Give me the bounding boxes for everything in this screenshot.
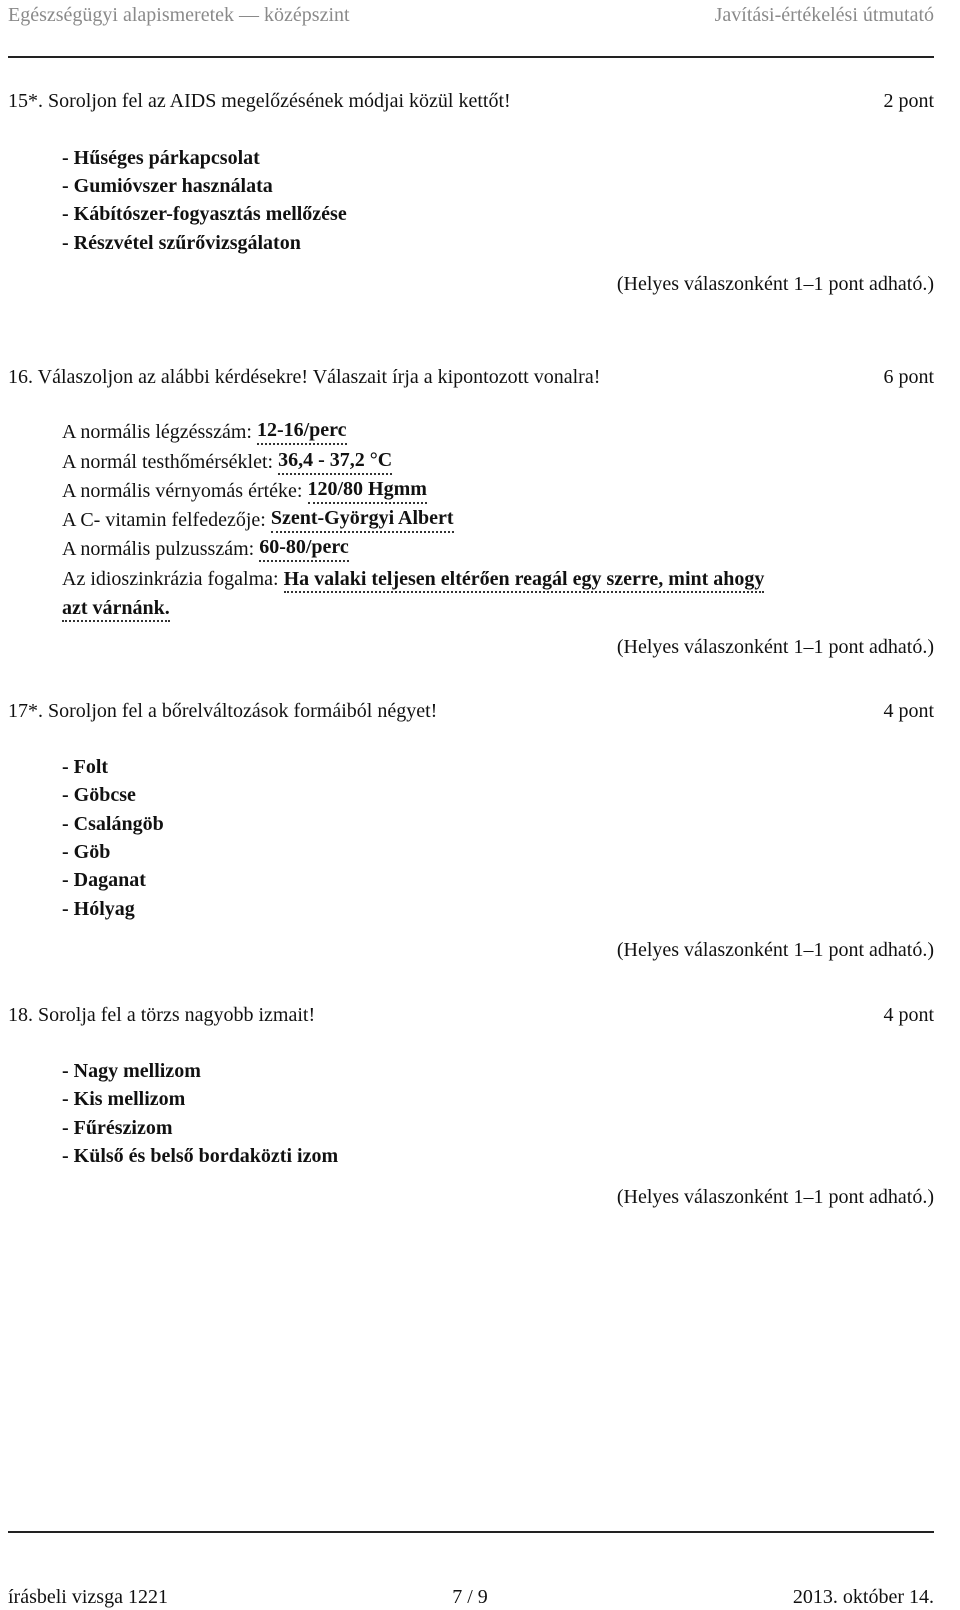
answer-row (62, 448, 934, 476)
answer-row (62, 477, 934, 505)
answer-value-continued: azt várnánk. (62, 597, 170, 622)
question-16-text: 16. Válaszoljon az alábbi kérdésekre! Válaszait írja a kipontozott vonalra! (8, 365, 601, 388)
question-18 (8, 1000, 934, 1030)
question-15 (8, 86, 934, 116)
scoring-note: (Helyes válaszonként 1–1 pont adható.) (616, 1185, 934, 1208)
header-title: Egészségügyi alapismeretek — középszint (8, 3, 350, 26)
scoring-note: (Helyes válaszonként 1–1 pont adható.) (616, 272, 934, 295)
question-17-points: 4 pont (883, 699, 934, 722)
scoring-note: (Helyes válaszonként 1–1 pont adható.) (616, 635, 934, 658)
answer-label: A C- vitamin felfedezője: (62, 508, 266, 531)
answer-row-idioszinkrazia (62, 565, 934, 623)
list-item: - Csalángöb (62, 812, 164, 835)
list-item: - Külső és belső bordaközti izom (62, 1144, 339, 1167)
header-divider (8, 56, 934, 58)
answer-value: 36,4 - 37,2 °C (278, 449, 392, 475)
list-item: - Hólyag (62, 897, 135, 920)
question-17-text: 17*. Soroljon fel a bőrelváltozások formáiból négyet! (8, 699, 438, 722)
footer-divider (8, 1531, 934, 1533)
answer-row (62, 506, 934, 534)
answer-value: Ha valaki teljesen eltérően reagál egy szerre, mint ahogy (284, 568, 765, 593)
answer-row (62, 418, 934, 446)
header-doc-type: Javítási-értékelési útmutató (714, 3, 934, 26)
footer-exam-code: írásbeli vizsga 1221 (8, 1585, 168, 1608)
list-item: - Hűséges párkapcsolat (62, 146, 260, 169)
list-item: - Nagy mellizom (62, 1059, 201, 1082)
footer-date: 2013. október 14. (792, 1585, 934, 1608)
question-15-points: 2 pont (883, 89, 934, 112)
question-16 (8, 362, 934, 392)
list-item: - Kábítószer-fogyasztás mellőzése (62, 202, 347, 225)
list-item: - Gumióvszer használata (62, 174, 273, 197)
list-item: - Göb (62, 840, 111, 863)
list-item: - Részvétel szűrővizsgálaton (62, 231, 301, 254)
answer-value: Szent-Györgyi Albert (271, 507, 454, 533)
answer-row (62, 535, 934, 563)
list-item: - Folt (62, 755, 109, 778)
answer-label: A normális pulzusszám: (62, 537, 255, 560)
page-number: 7 / 9 (452, 1585, 488, 1608)
answer-value: 12-16/perc (257, 419, 347, 445)
answer-label: Az idioszinkrázia fogalma: (62, 568, 279, 590)
list-item: - Göbcse (62, 783, 136, 806)
question-17 (8, 696, 934, 726)
question-15-text: 15*. Soroljon fel az AIDS megelőzésének módjai közül kettőt! (8, 89, 511, 112)
scoring-note: (Helyes válaszonként 1–1 pont adható.) (616, 938, 934, 961)
list-item: - Kis mellizom (62, 1087, 186, 1110)
list-item: - Fűrészizom (62, 1116, 173, 1139)
answer-value: 60-80/perc (259, 536, 349, 562)
page-footer (8, 1584, 934, 1610)
page-header (8, 0, 934, 30)
answer-label: A normál testhőmérséklet: (62, 450, 274, 473)
list-item: - Daganat (62, 868, 146, 891)
question-18-text: 18. Sorolja fel a törzs nagyobb izmait! (8, 1003, 316, 1026)
answer-label: A normális légzésszám: (62, 420, 252, 443)
answer-value: 120/80 Hgmm (308, 478, 427, 504)
question-18-points: 4 pont (883, 1003, 934, 1026)
question-16-points: 6 pont (883, 365, 934, 388)
answer-label: A normális vérnyomás értéke: (62, 479, 303, 502)
